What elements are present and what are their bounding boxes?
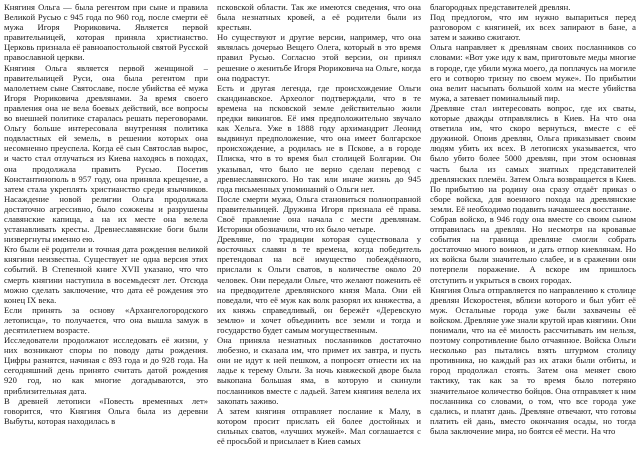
paragraph: Есть и другая легенда, где происхождение Ольги скандинавское. Археолог подтверждали, что в те времена на псковской земле действительно жили предки викингов. Её имя предположительно звучало как Хельга. Уже в 1888 году архимандрит Леонид выдвинул предположение, что она имеет болгарское происхождение, а родилась не в Пскове, а в городе Плиска, что в то время был столицей Болгарии. Он указывал, что было не верно сделан перевод с древнеславянского. Но так или иначе жизнь до 945 года письменных упоминаний о Ольги нет. <box>217 82 421 194</box>
text-column-2 <box>217 2 421 450</box>
paragraph: Под предлогом, что им нужно выпариться перед разговором с княгиней, их всех запирают в бане, а затем и заживо сжигают. <box>430 12 636 43</box>
paragraph: А затем княгиня отправляет послание к Малу, в котором просит прислать ей более достойных и сильных сватов, «лучших мужей». Мал соглашается с её просьбой и присылает в Киев самых <box>217 405 421 447</box>
paragraph: благородных представителей древлян. <box>430 2 571 12</box>
paragraph: Княгиня Ольга является первой женщиной – правительницей Руси, она была регентом при малолетнем сыне Святославе, после убийства её мужа Игоря Рюриковича древлянами. За время своего правления она не вела боевых действий, все вопросы во внешней политике старалась решать переговорами. Ольгу больше интересовала внутренняя политика подвластных ей земель, в решении которых она несомненно преуспела. Когда её сын Святослав вырос, и часто стал отлучаться из Киева находясь в походах, она продолжала править Русью. Посетив Константинополь в 957 году, она приняла крещение, а затем стала укреплять христианство среди язычников. Насаждение новой религии Ольга продолжала достаточно агрессивно, было сожжены и разрушены славянские капища, а на их месте она велела устанавливать кресты. Древнеславянские боги были низвергнуты именно ею. <box>4 62 208 245</box>
paragraph: Княгиня Ольга отправляется по направлению к столице древлян Искоростеня, вблизи которого и был убит её муж. Остальные города уже были захвачены её войском. Древляне уже знали крутой нрав княгини. Они понимали, что на её милость рассчитывать им нельзя, поэтому сопротивление было отчаянное. Войска Ольги несколько раз пытались взять штурмом столицу противника, но каждый раз их атаки были отбиты, и город продолжал стоять. Затем она меняет свою тактику, так как за то время было потеряно значительное количество бойцов. Она отправляет к ним посланника со словами, о том, что все города уже сдались, и платят дань. Древляне отвечают, что готовы платить ей дань, вместо окончания осады, но тогда была заключение мира, но боятся её мести. На что <box>430 284 636 436</box>
paragraph: Она приняла незнатных посланников достаточно любезно, и сказала им, что примет их завтра, и пусть они не идут к ней пешком, а попросят отнести их на ладье к терему Ольги. За ночь княжеской дворе была выкопана большая яма, в которую и скинули посланников вместе с ладьей. Затем княгиня велела их закопать заживо. <box>217 335 421 406</box>
paragraph: Собрав войско, в 946 году она вместе со своим сыном отправилась на древлян. Но несмотря на кровавые события на граница древляне смогли собрать достаточно много воинов, и дать отпор киевлянам. Но их войска были значительно слабее, и в сражении они потерпели поражение. А вскоре им пришлось отступить и укрыться в своих городах. <box>430 213 636 285</box>
paragraph: Древляне, по традиции которая существовала у восточных славян в те времена, когда победитель претендовал на всё имущество побеждённого, прислали к Ольги сватов, в количестве около 20 человек. Они передали Ольге, что желают поженить её на предводителе древлянского князя Мала. Они ей поведали, что её муж как волк разорял их княжества, а их княжь справедливый, он бережёт «Деревскую землю» и хочет объединить все земли и тогда и государство будет самым могущественным. <box>217 234 421 335</box>
paragraph: В древней летописи «Повесть временных лет» говорится, что Княгиня Ольга была из деревни Выбуты, которая находилась в <box>4 395 208 426</box>
paragraph: Княгиня Ольга — была регентом при сыне и правила Великой Русью с 945 года по 960 год, после смерти её мужа Игоря Рюриковича. Является первой правительницей, которая приняла христианство. Церковь признала её равноапостольной святой Русской православной церкви. <box>4 2 208 63</box>
paragraph: Исследователи продолжают исследовать её жизни, у них возникают споры по поводу даты рождения. Цифры разнятся, начиная с 893 года и до 928 года. На сегодняшний день принято считать датой рождения 920 год, но как многие догадываются, это приблизительная дата. <box>4 335 208 396</box>
paragraph: Ольга направляет к древлянам своих посланников со словами: «Вот уже иду к вам, приготовьте меды многие в городе, где убили мужа моего, да поплачусь на могиле его и сотворю тризну по своем муже». По прибытии она велит насыпать большой холм на месте убийства мужа, а затевает поминальный пир. <box>430 42 636 103</box>
text-column-1 <box>4 2 208 450</box>
paragraph: Но существуют и другие версии, например, что она являлась дочерью Вещего Олега, который в это время правил Русью. Согласно этой версии, он принял решение о женитьбе Игоря Рюриковича на Ольге, когда она подрастут. <box>217 32 421 83</box>
paragraph: Кто были её родители и точная дата рождения великой княгини неизвестна. Существует не одна версия этих событий. В Степенной книге XVII указано, что что смерть княгини наступила в восемьдесят лет. Отсюда можно сделать заключение, что дата её рождения это конец IX века. <box>4 244 208 305</box>
paragraph: псковской области. Так же имеются сведения, что она была незнатных кровей, а её родители были из крестьян. <box>217 2 421 33</box>
paragraph: После смерти мужа, Ольга становиться полноправной правительницей. Дружина Игоря признала её права. Своё правление она начала с мести древлянам. Историки обозначили, что их было четыре. <box>217 193 421 235</box>
paragraph: Если принять за основу «Архангелогородского летописца», то получается, что она вышла замуж в десятилетнем возрасте. <box>4 304 208 335</box>
text-column-3 <box>430 2 636 450</box>
paragraph: Древляне стал интересовать вопрос, где их сваты, которые дважды отправлялись в Киев. На что она ответила им, что скоро вернуться, вместе с её дружиной. Опоив древлян, Ольга приказывает своим людям убить их всех. В летописях указывается, что было убито более 5000 древлян, при этом основная часть была из самых знатных представителей древлянских племён. Затем Ольга возвращается в Киев. По прибытию на родину она сразу отдаёт приказ о сборе войска, для военного похода на древлянские земли. Её необходимо подавить начавшееся восстание. <box>430 102 636 214</box>
